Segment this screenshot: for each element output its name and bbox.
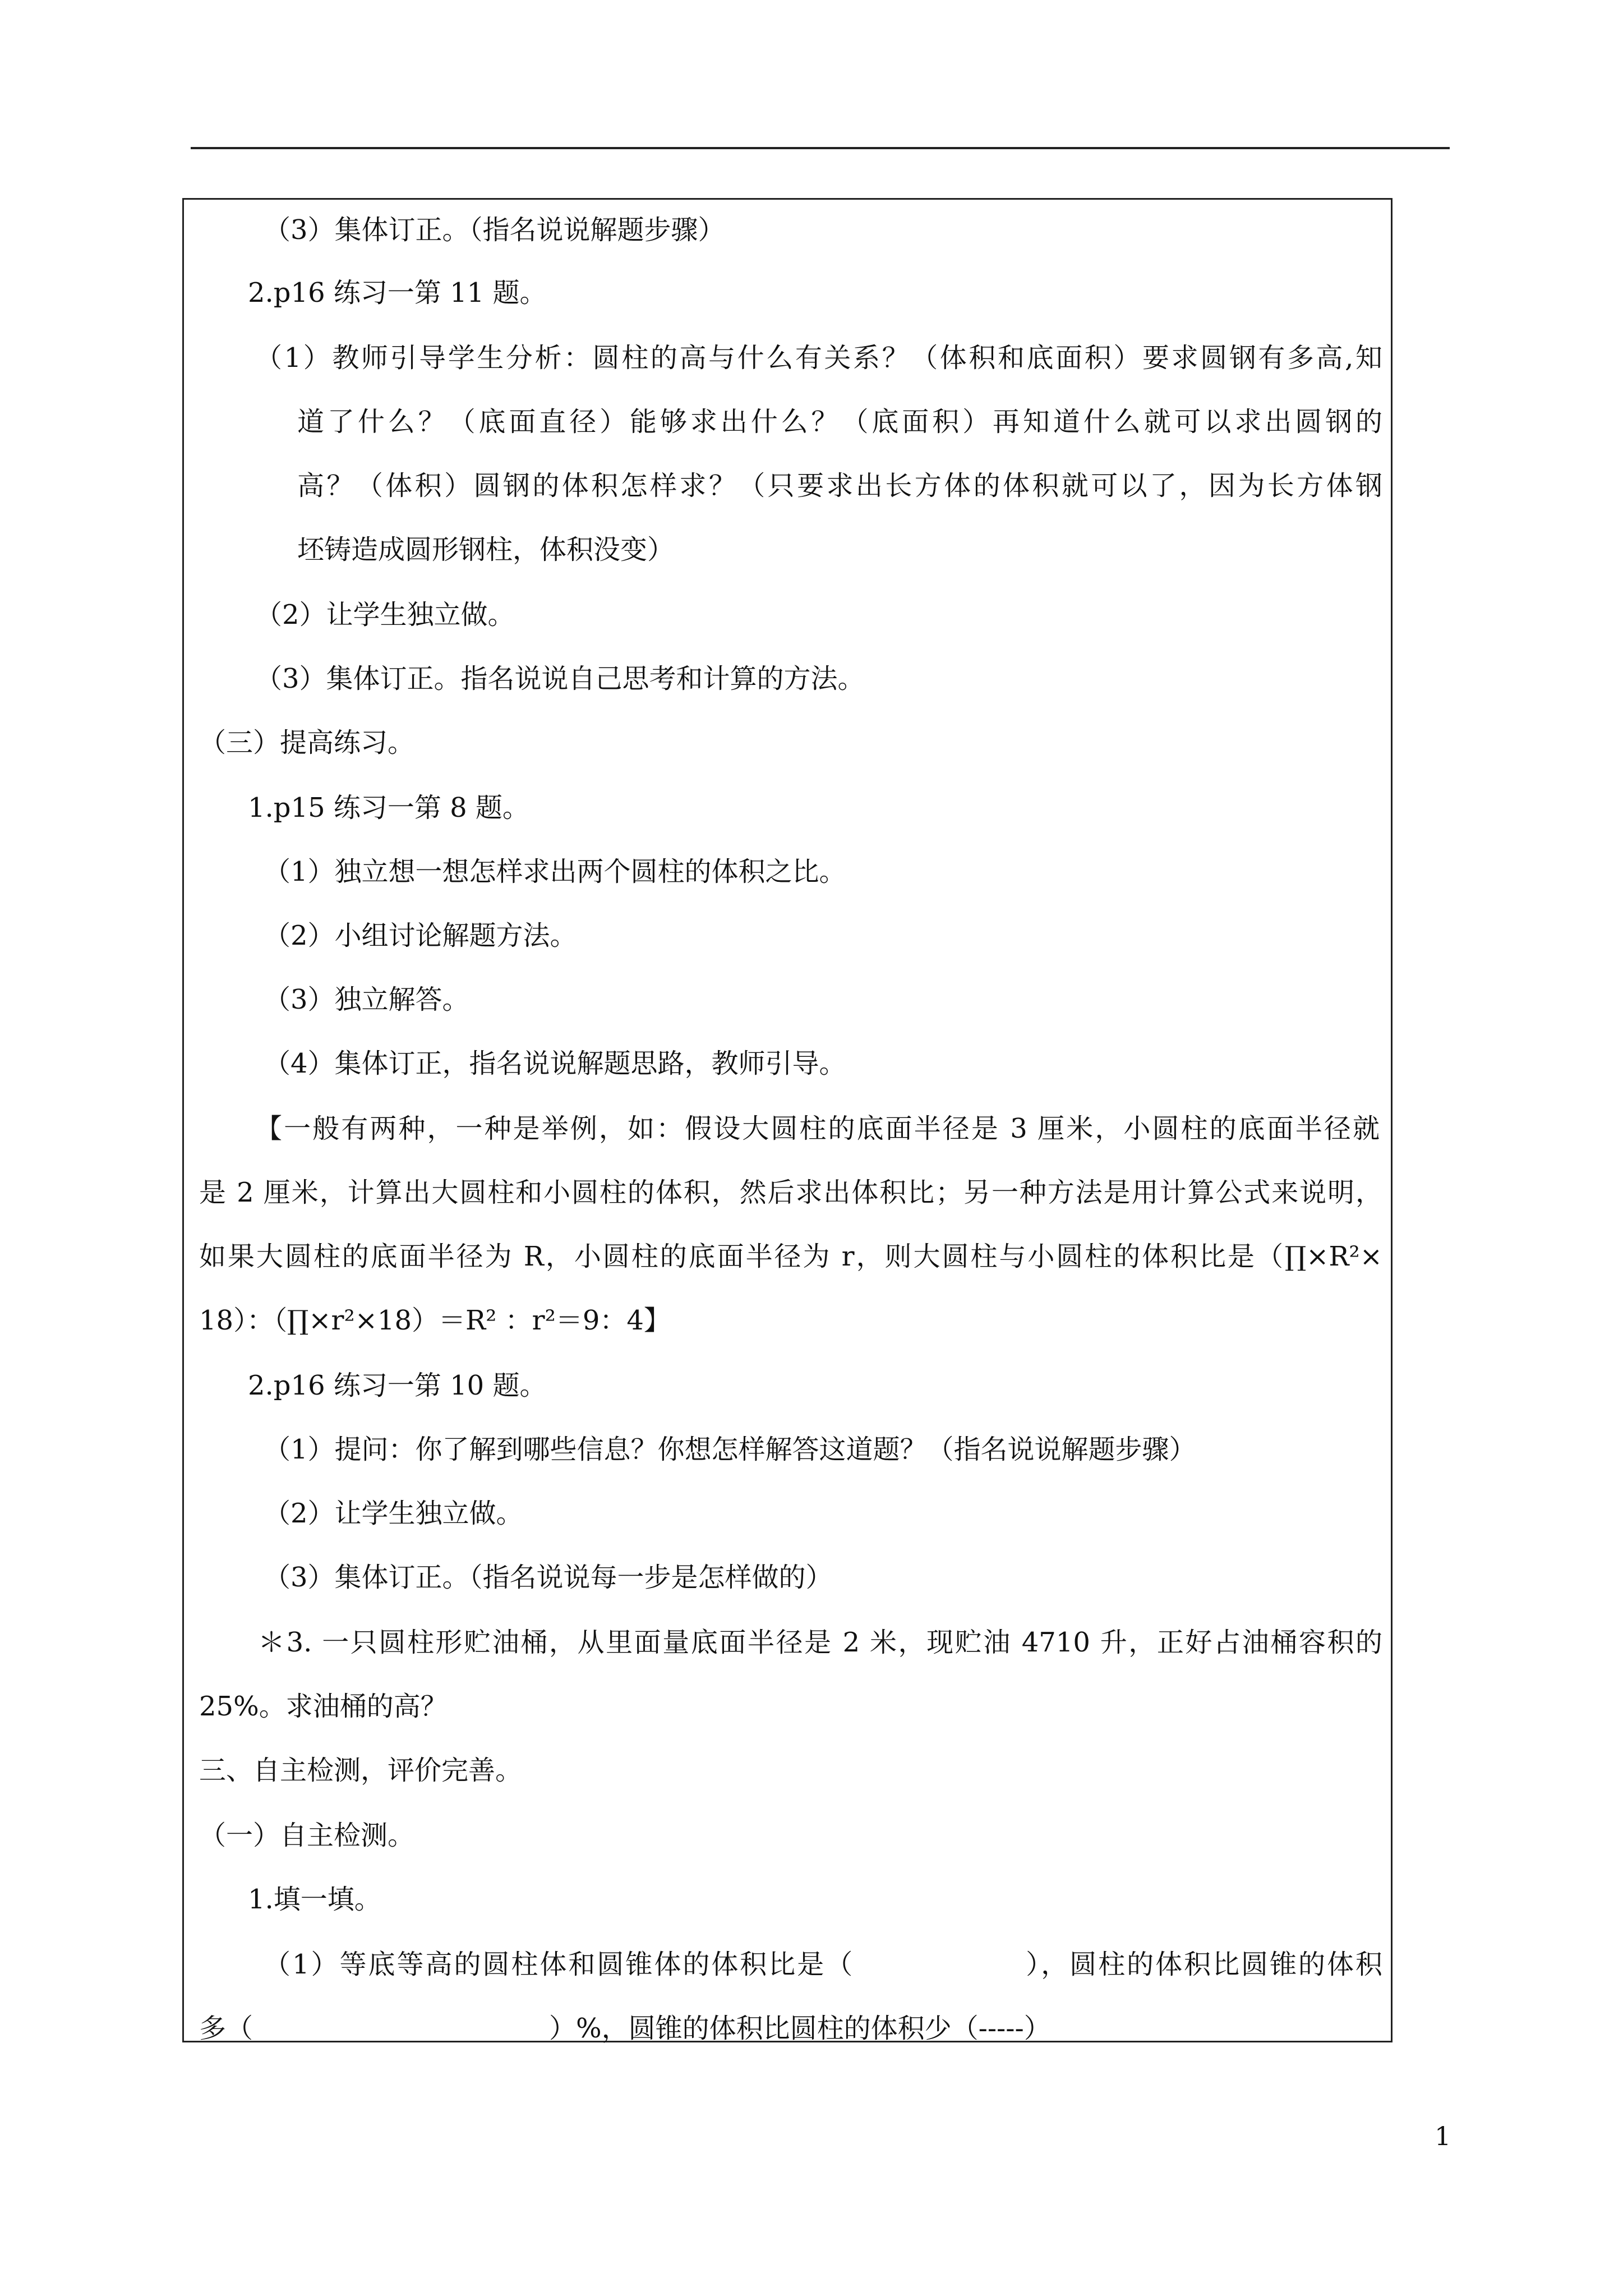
- exercise-title: 2.p16 练习一第 11 题。: [248, 277, 547, 309]
- exercise-title: 1.填一填。: [248, 1884, 381, 1915]
- paragraph-line: 坯铸造成圆形钢柱，体积没变）: [297, 534, 675, 565]
- paragraph-line: 道了什么？（底面直径）能够求出什么？（底面积）再知道什么就可以求出圆钢的: [297, 406, 1382, 438]
- step-line: （2）小组讨论解题方法。: [264, 920, 577, 951]
- note-line: 是 2 厘米，计算出大圆柱和小圆柱的体积，然后求出体积比；另一种方法是用计算公式来说明，: [199, 1177, 1382, 1208]
- section-heading: （三）提高练习。: [199, 727, 415, 758]
- header-rule: [191, 147, 1450, 149]
- note-line: 如果大圆柱的底面半径为 R，小圆柱的底面半径为 r，则大圆柱与小圆柱的体积比是（∏×R²×: [199, 1241, 1382, 1272]
- exercise-title: 2.p16 练习一第 10 题。: [248, 1370, 547, 1401]
- paragraph-line: （1）教师引导学生分析：圆柱的高与什么有关系？（体积和底面积）要求圆钢有多高,知: [255, 342, 1382, 374]
- step-line: （4）集体订正，指名说说解题思路，教师引导。: [264, 1048, 846, 1079]
- step-line: （3）独立解答。: [264, 984, 469, 1015]
- step-line: （3）集体订正。（指名说说每一步是怎样做的）: [264, 1562, 833, 1593]
- section-heading: （一）自主检测。: [199, 1820, 415, 1851]
- step-line: （1）提问：你了解到哪些信息？你想怎样解答这道题？（指名说说解题步骤）: [264, 1434, 1196, 1465]
- step-line: （2）让学生独立做。: [255, 599, 515, 631]
- problem-line: 25%。求油桶的高？: [199, 1691, 448, 1722]
- fill-blank-line: （1）等底等高的圆柱体和圆锥体的体积比是（ ），圆柱的体积比圆锥的体积: [264, 1949, 1382, 1980]
- note-line: 18）：（∏×r²×18）＝R² ：r²＝9：4】: [199, 1305, 671, 1336]
- note-line: 【一般有两种，一种是举例，如：假设大圆柱的底面半径是 3 厘米，小圆柱的底面半径就: [255, 1113, 1380, 1144]
- section-heading: 三、自主检测，评价完善。: [199, 1755, 523, 1786]
- step-line: （1）独立想一想怎样求出两个圆柱的体积之比。: [264, 856, 846, 887]
- step-line: （3）集体订正。指名说说自己思考和计算的方法。: [255, 663, 865, 694]
- fill-blank-line: 多（ ）%，圆锥的体积比圆柱的体积少（-----）: [199, 2013, 1051, 2044]
- page-number: 1: [1435, 2121, 1451, 2151]
- exercise-title: 1.p15 练习一第 8 题。: [248, 792, 529, 823]
- step-line: （2）让学生独立做。: [264, 1498, 523, 1529]
- problem-line: ＊3. 一只圆柱形贮油桶，从里面量底面半径是 2 米，现贮油 4710 升，正好占油桶容积的: [258, 1627, 1382, 1658]
- paragraph-line: 高？（体积）圆钢的体积怎样求？（只要求出长方体的体积就可以了，因为长方体钢: [297, 470, 1382, 501]
- step-line: （3）集体订正。（指名说说解题步骤）: [264, 214, 725, 246]
